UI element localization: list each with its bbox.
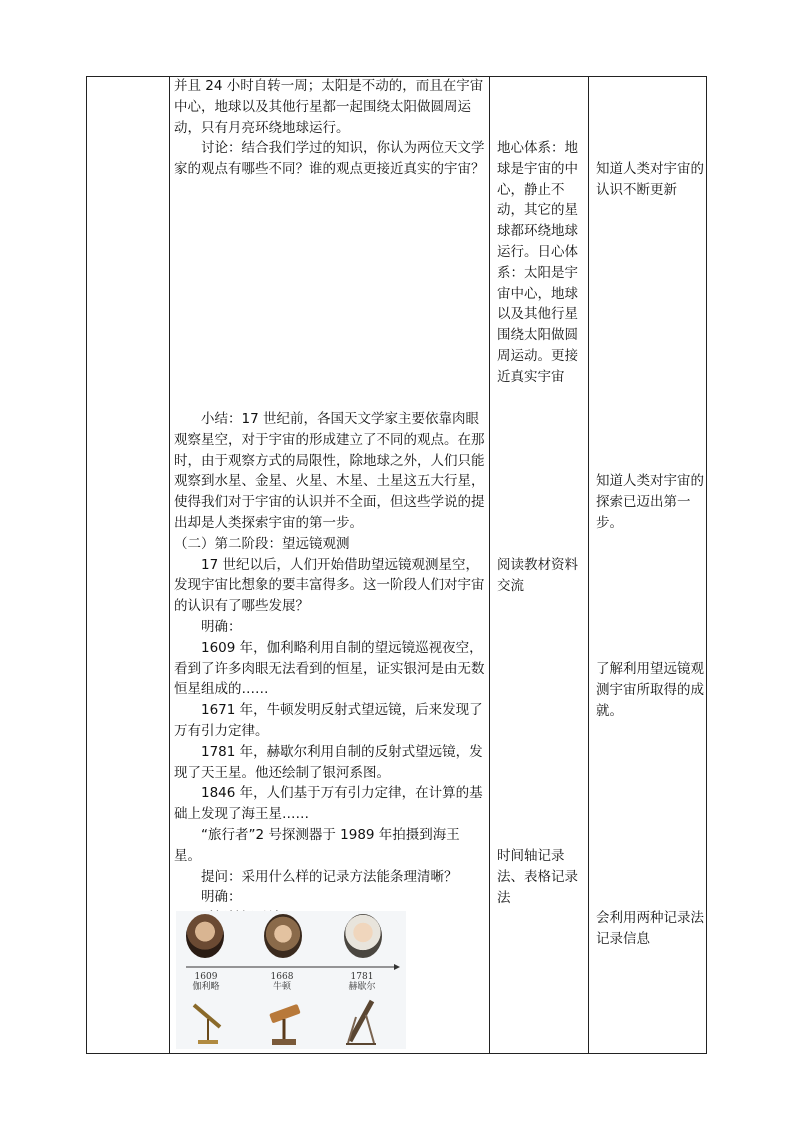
- timeline-label-1781: 1781 赫歇尔: [348, 972, 376, 992]
- intent-record-methods: 会利用两种记录法记录信息: [596, 910, 704, 947]
- herschel-telescope-image: [342, 997, 382, 1047]
- paragraph-discussion: 讨论：结合我们学过的知识，你认为两位天文学家的观点有哪些不同？谁的观点更接近真实的宇宙？: [174, 140, 485, 178]
- teaching-content-main: [174, 409, 486, 929]
- section-heading-stage-two: （二）第二阶段：望远镜观测: [174, 535, 350, 552]
- paragraph-question: 提问：采用什么样的记录方法能条理清晰？: [201, 868, 458, 885]
- paragraph-telescope-intro: 17 世纪以后，人们开始借助望远镜观测星空，发现宇宙比想象的要丰富得多。这一阶段人们对宇宙的认识有了哪些发展？: [174, 556, 485, 615]
- newton-portrait: [264, 914, 302, 958]
- column-divider-3: [588, 77, 589, 1053]
- intent-cognition-update: 知道人类对宇宙的认识不断更新: [596, 161, 704, 198]
- paragraph-voyager: “旅行者”2 号探测器于 1989 年拍摄到海王星。: [174, 826, 460, 864]
- newton-telescope-image: [264, 997, 304, 1047]
- column-divider-1: [169, 77, 170, 1053]
- herschel-portrait: [344, 914, 382, 958]
- intent-telescope-achievements: 了解利用望远镜观测宇宙所取得的成就。: [596, 661, 704, 719]
- galileo-portrait: [186, 914, 224, 958]
- galileo-telescope-image: [188, 997, 228, 1047]
- timeline-label-1668: 1668 牛顿: [270, 972, 294, 992]
- intent-first-step: 知道人类对宇宙的探索已迈出第一步。: [596, 473, 704, 531]
- timeline-figure: [176, 911, 406, 1049]
- timeline-label-1609: 1609 伽利略: [192, 972, 220, 992]
- teaching-content-top: [174, 76, 486, 180]
- student-activity-record-methods: 时间轴记录法、表格记录法: [497, 848, 578, 906]
- paragraph-clarify-2: 明确：: [201, 889, 242, 906]
- student-activity-geo-helio: 地心体系：地球是宇宙的中心，静止不动，其它的星球都环绕地球运行。日心体系：太阳是宇宙中心，地球以及其他行星围绕太阳做圆周运动。更接近真实宇宙: [497, 140, 578, 385]
- paragraph-1846: 1846 年，人们基于万有引力定律，在计算的基础上发现了海王星……: [174, 785, 483, 823]
- paragraph-heliocentric: 并且 24 小时自转一周；太阳是不动的，而且在宇宙中心，地球以及其他行星都一起围绕太阳做圆周运动，只有月亮环绕地球运行。: [174, 78, 484, 136]
- paragraph-1671: 1671 年，牛顿发明反射式望远镜，后来发现了万有引力定律。: [174, 702, 483, 739]
- paragraph-1609: 1609 年，伽利略利用自制的望远镜巡视夜空，看到了许多肉眼无法看到的恒星，证实银河是由无数恒星组成的……: [174, 639, 485, 698]
- paragraph-1781: 1781 年，赫歇尔利用自制的反射式望远镜，发现了天王星。他还绘制了银河系图。: [174, 743, 483, 781]
- student-activity-reading: 阅读教材资料交流: [497, 557, 578, 594]
- paragraph-summary: 小结：17 世纪前，各国天文学家主要依靠肉眼观察星空，对于宇宙的形成建立了不同的观点。在那时，由于观察方式的局限性，除地球之外，人们只能观察到水星、金星、火星、木星、土星这五大行星，使得我们对于宇宙的认识并不全面，但这些学说的提出却是人类探索宇宙的第一步。: [174, 411, 485, 531]
- paragraph-clarify-1: 明确：: [201, 618, 242, 635]
- column-divider-2: [489, 77, 490, 1053]
